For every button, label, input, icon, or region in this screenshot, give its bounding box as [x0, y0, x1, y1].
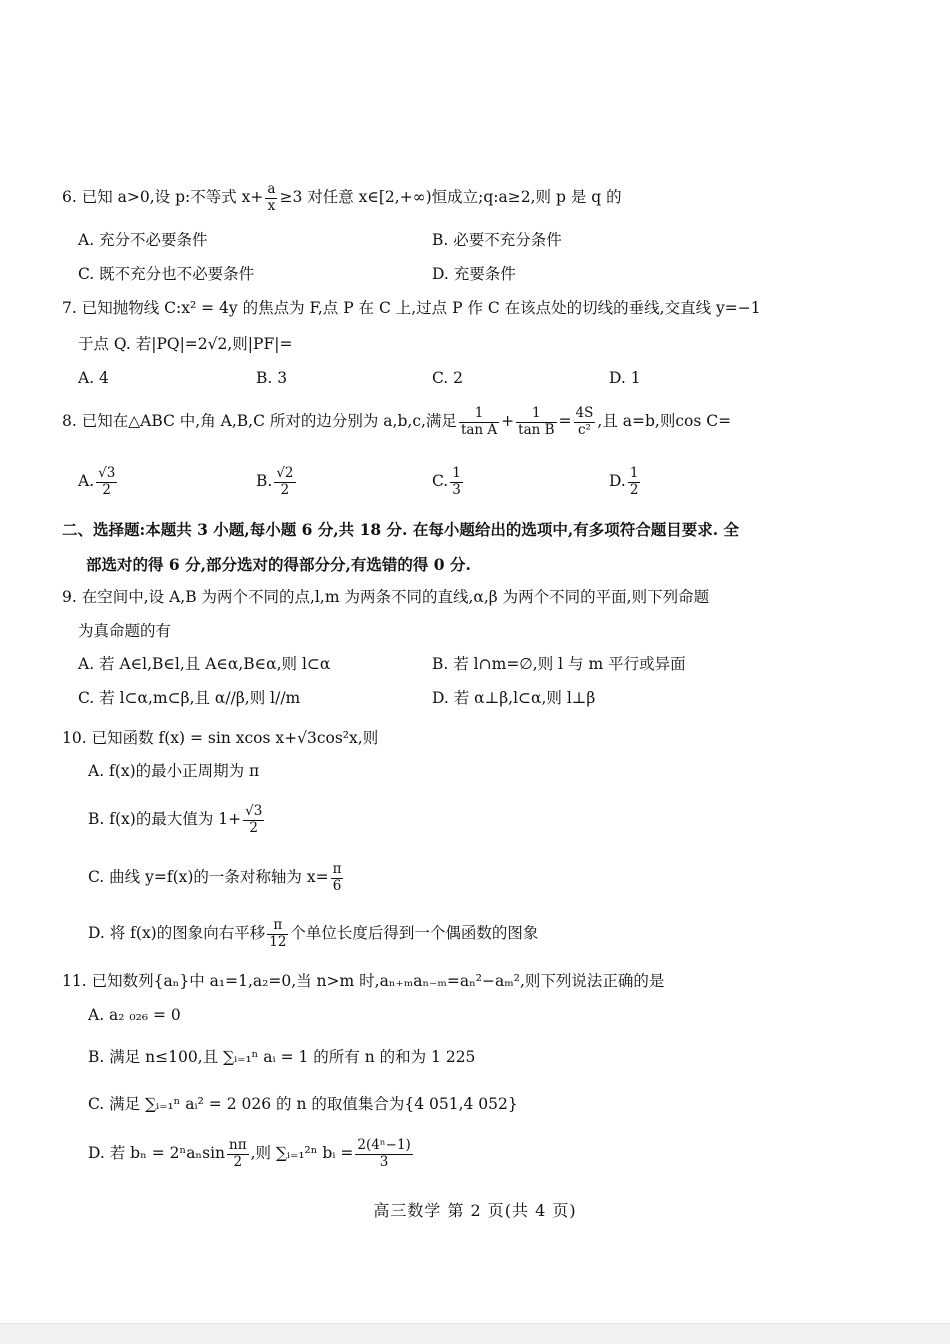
q10-option-b-fraction: $\frac{√3}{2}$ — [245, 803, 263, 836]
q11-option-a: A. a₂ ₀₂₆ = 0 — [88, 1006, 181, 1024]
q9-stem-line1: 9. 在空间中,设 A,B 为两个不同的点,l,m 为两条不同的直线,α,β 为两个不同的平面,则下列命题 — [62, 588, 710, 606]
q8-fraction-1: $\frac{1}{\text{tan A}}$ — [460, 405, 498, 438]
q11-option-d-fraction-2: $\frac{\text{2(4ⁿ−1)}}{3}$ — [357, 1137, 411, 1170]
q6-option-d: D. 充要条件 — [432, 265, 516, 283]
q10-stem: 10. 已知函数 f(x) = sin xcos x+√3cos²x,则 — [62, 729, 379, 747]
q9-option-d: D. 若 α⊥β,l⊂α,则 l⊥β — [432, 689, 596, 707]
q8-option-c-fraction: $\frac{1}{3}$ — [452, 465, 461, 498]
q11-option-b: B. 满足 n≤100,且 ∑ᵢ₌₁ⁿ aᵢ = 1 的所有 n 的和为 1 225 — [88, 1048, 476, 1066]
q11-stem: 11. 已知数列{aₙ}中 a₁=1,a₂=0,当 n>m 时,aₙ₊ₘaₙ₋ₘ=aₙ²−aₘ²,则下列说法正确的是 — [62, 972, 665, 990]
q11-option-d-fraction-1: $\frac{n\pi}{2}$ — [229, 1137, 247, 1170]
q10-option-d: D. 将 f(x)的图象向右平移 $\frac{\pi}{12}$ 个单位长度后得到一个偶函数的图象 — [88, 917, 539, 950]
q6-stem — [62, 182, 622, 214]
q8-stem-part1: 8. 已知在△ABC 中,角 A,B,C 所对的边分别为 a,b,c,满足 — [62, 412, 457, 431]
q6-option-b: B. 必要不充分条件 — [432, 231, 562, 249]
q11-option-c: C. 满足 ∑ᵢ₌₁ⁿ aᵢ² = 2 026 的 n 的取值集合为{4 051,4 052} — [88, 1095, 518, 1113]
q8-option-c: C. $\frac{1}{3}$ — [432, 465, 461, 498]
q8-fraction-2: $\frac{1}{\text{tan B}}$ — [518, 405, 555, 438]
q7-stem-line1: 7. 已知抛物线 C:x² = 4y 的焦点为 F,点 P 在 C 上,过点 P 作 C 在该点处的切线的垂线,交直线 y=−1 — [62, 299, 761, 317]
q6-fraction: $\frac{a}{x}$ — [267, 181, 276, 214]
q9-stem-line2: 为真命题的有 — [78, 622, 172, 640]
q8-option-a: A. $\frac{√3}{2}$ — [78, 465, 116, 498]
q7-stem-line2: 于点 Q. 若|PQ|=2√2,则|PF|= — [78, 335, 293, 353]
q8-fraction-3: $\frac{4S}{\text{c²}}$ — [575, 405, 594, 438]
q7-option-a: A. 4 — [78, 369, 109, 387]
section-2-heading: 二、选择题:本题共 3 小题,每小题 6 分,共 18 分. 在每小题给出的选项中,有多项符合题目要求. 全 — [62, 520, 740, 539]
q8-stem-part2: ,且 a=b,则cos C= — [597, 412, 732, 431]
section-2-heading-cont: 部选对的得 6 分,部分选对的得部分分,有选错的得 0 分. — [86, 555, 471, 574]
q9-option-b: B. 若 l∩m=∅,则 l 与 m 平行或异面 — [432, 655, 686, 673]
q7-option-c: C. 2 — [432, 369, 464, 387]
q10-option-c: C. 曲线 y=f(x)的一条对称轴为 x= $\frac{\pi}{6}$ — [88, 861, 342, 894]
q6-option-c: C. 既不充分也不必要条件 — [78, 265, 255, 283]
q6-option-a: A. 充分不必要条件 — [78, 231, 208, 249]
q7-option-b: B. 3 — [256, 369, 288, 387]
page-footer: 高三数学 第 2 页(共 4 页) — [373, 1201, 577, 1220]
q10-option-d-fraction: $\frac{\pi}{12}$ — [269, 917, 287, 950]
q7-option-d: D. 1 — [609, 369, 641, 387]
q8-plus: + — [501, 412, 515, 431]
q9-option-a: A. 若 A∈l,B∈l,且 A∈α,B∈α,则 l⊂α — [78, 655, 331, 673]
q8-option-d-fraction: $\frac{1}{2}$ — [629, 465, 639, 498]
q8-stem — [62, 406, 731, 438]
q8-option-b-fraction: $\frac{√2}{2}$ — [276, 465, 294, 498]
q10-option-a: A. f(x)的最小正周期为 π — [88, 762, 260, 780]
q8-option-d: D. $\frac{1}{2}$ — [609, 465, 639, 498]
bottom-edge-band — [0, 1323, 950, 1344]
q6-stem-part1: 6. 已知 a>0,设 p:不等式 x+ — [62, 188, 264, 207]
q8-option-b: B. $\frac{√2}{2}$ — [256, 465, 294, 498]
q6-stem-part2: ≥3 对任意 x∈[2,+∞)恒成立;q:a≥2,则 p 是 q 的 — [279, 188, 622, 207]
q8-equals: = — [558, 412, 572, 431]
q8-option-a-fraction: $\frac{√3}{2}$ — [98, 465, 116, 498]
q10-option-c-fraction: $\frac{\pi}{6}$ — [332, 861, 342, 894]
q10-option-b: B. f(x)的最大值为 1+ $\frac{√3}{2}$ — [88, 803, 263, 836]
q11-option-d: D. 若 bₙ = 2ⁿaₙsin $\frac{n\pi}{2}$ ,则 ∑ᵢ₌₁²ⁿ bᵢ = $\frac{\text{2(4ⁿ−1)}}{3}$ — [88, 1137, 411, 1170]
q9-option-c: C. 若 l⊂α,m⊂β,且 α//β,则 l//m — [78, 689, 301, 707]
